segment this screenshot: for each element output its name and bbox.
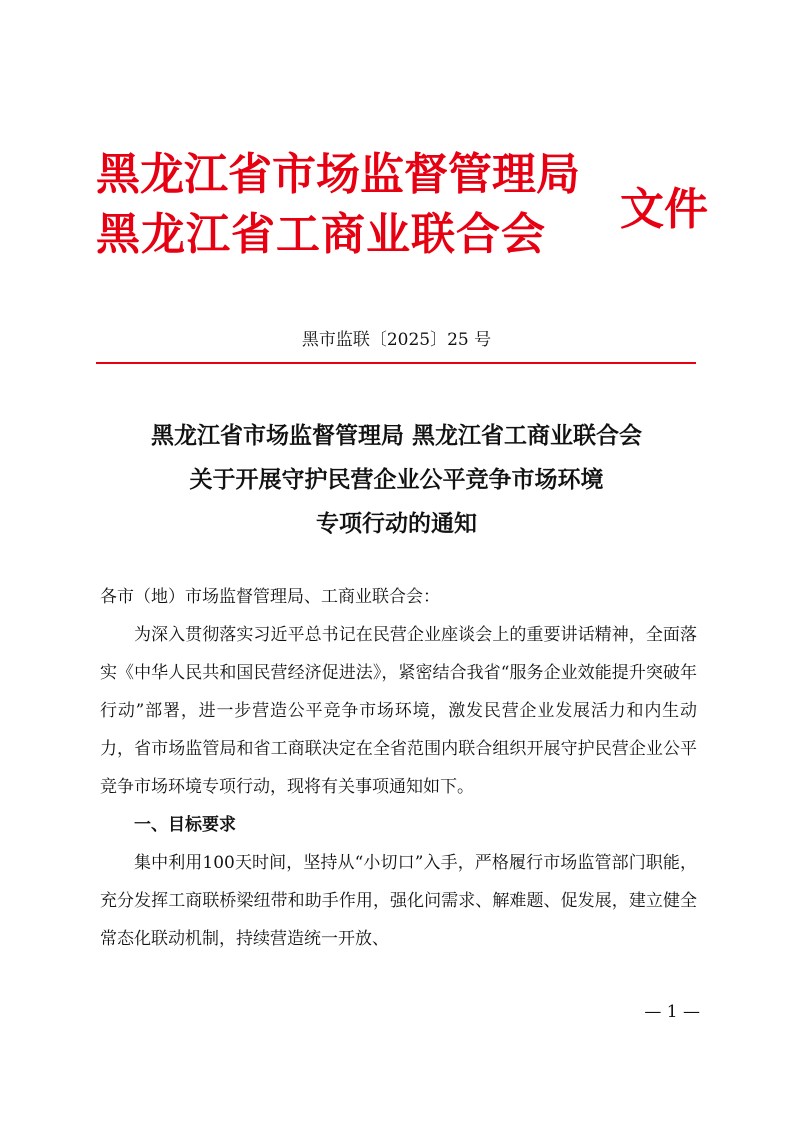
issuer-block [96,145,616,265]
title-line-1: 黑龙江省市场监督管理局 黑龙江省工商业联合会 [150,422,642,449]
document-type-label: 文件 [620,184,708,235]
section-heading-1: 一、目标要求 [134,815,236,835]
title-line-3: 专项行动的通知 [316,510,477,537]
body-paragraph-2: 集中利用100天时间，坚持从“小切口”入手，严格履行市场监管部门职能，充分发挥工商联桥梁纽带和助手作用，强化问需求、解难题、促发展，建立健全常态化联动机制，持续营造统一开放、 [100,853,697,949]
red-separator-line [96,362,696,364]
document-body [100,578,697,958]
page-number: — 1 — [644,1002,700,1022]
title-line-2: 关于开展守护民营企业公平竞争市场环境 [189,466,604,493]
body-paragraph-1: 为深入贯彻落实习近平总书记在民营企业座谈会上的重要讲话精神，全面落实《中华人民共和国民营经济促进法》，紧密结合我省“服务企业效能提升突破年行动”部署，进一步营造公平竞争市场环境，激发民营企业发展活力和内生动力，省市场监管局和省工商联决定在全省范围内联合组织开展守护民营企业公平竞争市场环境专项行动，现将有关事项通知如下。 [100,625,697,797]
document-number: 黑市监联〔2025〕25 号 [301,330,492,350]
salutation: 各市（地）市场监督管理局、工商业联合会： [100,587,440,607]
document-title [0,414,793,546]
issuer-name-2: 黑龙江省工商业联合会 [96,209,546,260]
issuer-name-1: 黑龙江省市场监督管理局 [96,149,580,200]
